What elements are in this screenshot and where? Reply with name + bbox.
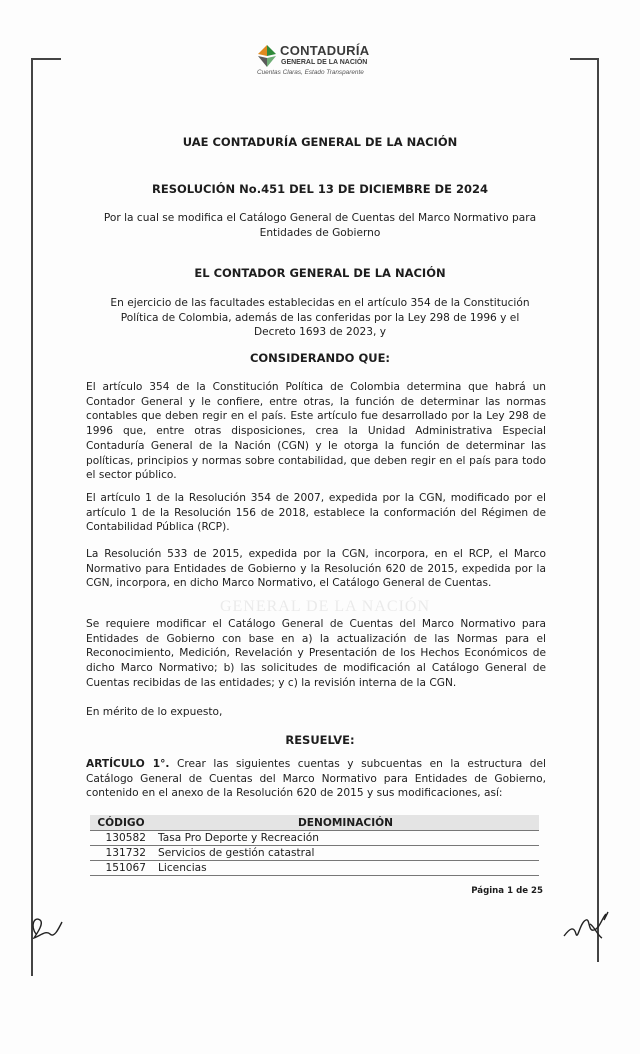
left-margin-rule [31,58,33,976]
consideration-paragraph: El artículo 354 de la Constitución Política de Colombia determina que habrá un Contador General y le confiere, entre otras, la función de determinar las normas contables que deben regir en el país. Este artículo fue desarrollado por la Ley 298 de 1996 que, entre otras disposiciones, crea la Unidad Administrativa Especial Contaduría General de la Nación (CGN) y le otorga la función de determinar las políticas, principios y normas sobre contabilidad, que deben regir en el país para todo el sector público. [86,381,546,482]
entity-title: UAE CONTADURÍA GENERAL DE LA NACIÓN [182,135,458,149]
account-name: Licencias [152,861,539,876]
consideration-paragraph: En mérito de lo expuesto, [86,706,223,718]
account-name: Tasa Pro Deporte y Recreación [152,831,539,846]
logo-tagline: Cuentas Claras, Estado Transparente [257,69,364,76]
cgn-logo-mark-icon [256,44,278,68]
powers-paragraph: En ejercicio de las facultades establecidas en el artículo 354 de la Constitución Política de Colombia, además de las conferidas por la Ley 298 de 1996 y el Decreto 1693 de 2023, y [110,297,530,338]
watermark-text: GENERAL DE LA NACIÓN [219,598,431,615]
authority-heading: EL CONTADOR GENERAL DE LA NACIÓN [194,266,446,280]
column-header-code: CÓDIGO [90,815,152,831]
table-row [90,846,539,861]
initials-signature-right [560,906,614,948]
account-code: 131732 [90,846,152,861]
cgn-logo [256,42,386,82]
table-row [90,831,539,846]
resolution-title: RESOLUCIÓN No.451 DEL 13 DE DICIEMBRE DE 2024 [152,182,488,196]
accounts-table [90,815,539,876]
right-margin-rule-cap [570,58,599,60]
consideration-paragraph: El artículo 1 de la Resolución 354 de 2007, expedida por la CGN, modificado por el artículo 1 de la Resolución 156 de 2018, establece la conformación del Régimen de Contabilidad Pública (RCP). [86,492,546,534]
left-margin-rule-cap [31,58,61,60]
page-number: Página 1 de 25 [471,886,543,896]
initials-signature-left [28,912,68,946]
considering-heading: CONSIDERANDO QUE: [249,351,391,365]
account-code: 130582 [90,831,152,846]
account-name: Servicios de gestión catastral [152,846,539,861]
article-1-label: ARTÍCULO 1°. [86,758,170,770]
column-header-name: DENOMINACIÓN [152,815,539,831]
resolves-heading: RESUELVE: [285,733,355,747]
resolution-subject: Por la cual se modifica el Catálogo General de Cuentas del Marco Normativo para Entidades de Gobierno [103,212,537,239]
right-margin-rule [597,58,599,962]
article-1-text: Crear las siguientes cuentas y subcuentas en la estructura del Catálogo General de Cuentas del Marco Normativo para Entidades de Gobierno, contenido en el anexo de la Resolución 620 de 2015 y sus modificaciones, así: [86,758,546,800]
consideration-paragraph: Se requiere modificar el Catálogo General de Cuentas del Marco Normativo para Entidades de Gobierno con base en a) la actualización de las Normas para el Reconocimiento, Medición, Revelación y Presentación de los Hechos Económicos de dicho Marco Normativo; b) las solicitudes de modificación al Catálogo General de Cuentas recibidas de las entidades; y c) la revisión interna de la CGN. [86,618,546,689]
consideration-paragraph: La Resolución 533 de 2015, expedida por la CGN, incorpora, en el RCP, el Marco Normativo para Entidades de Gobierno y la Resolución 620 de 2015, expedida por la CGN, incorpora, en dicho Marco Normativo, el Catálogo General de Cuentas. [86,548,546,590]
table-row [90,861,539,876]
article-1-paragraph [86,757,546,801]
logo-subtitle: GENERAL DE LA NACIÓN [281,59,368,66]
logo-name: CONTADURÍA [280,43,370,58]
table-header-row [90,815,539,831]
account-code: 151067 [90,861,152,876]
